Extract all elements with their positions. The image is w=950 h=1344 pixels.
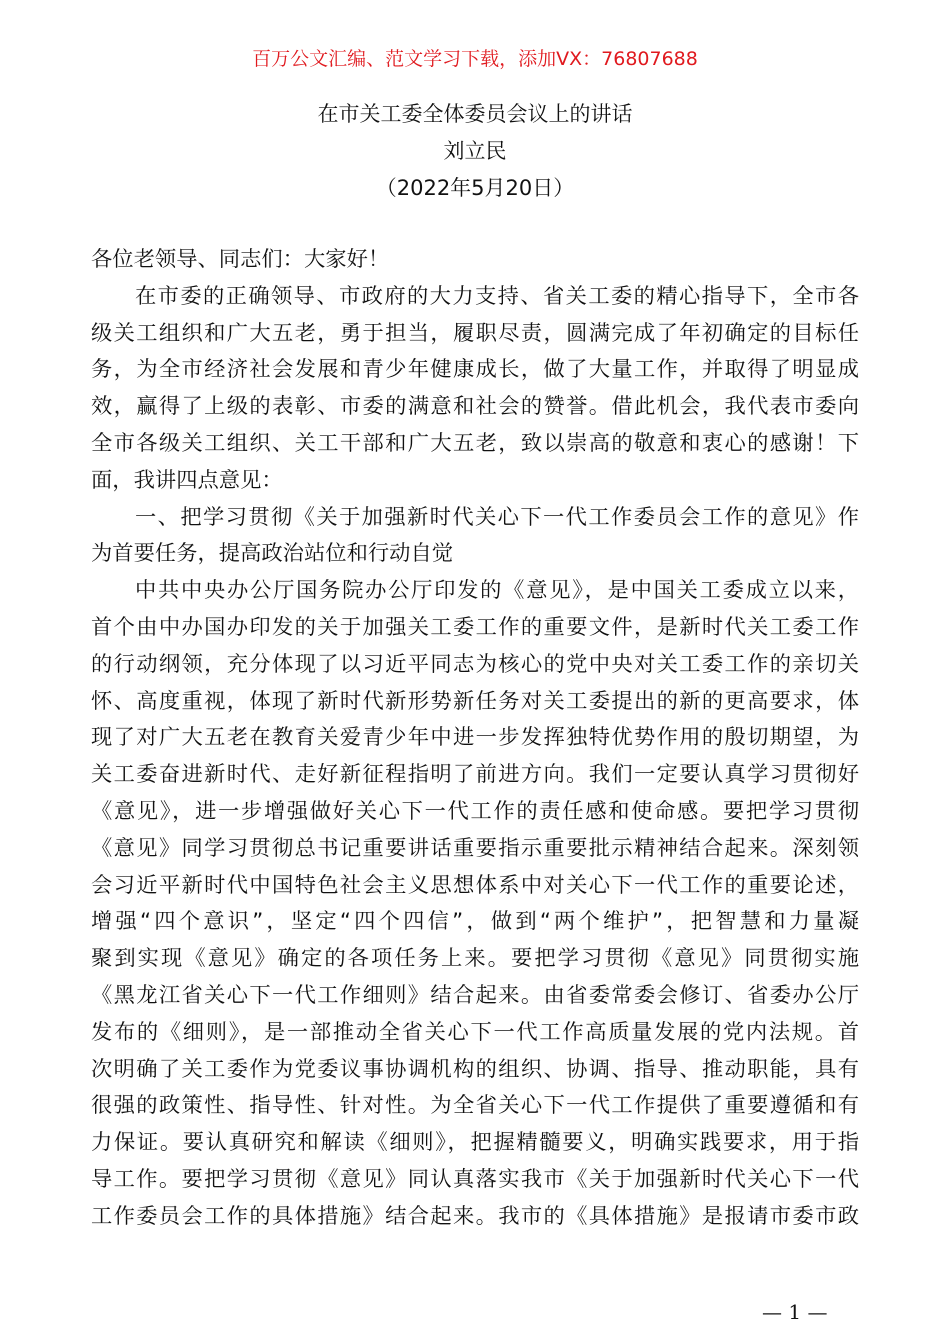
paragraph-line: 各位老领导、同志们：大家好！ <box>91 247 390 272</box>
paragraph-line: 发布的《细则》，是一部推动全省关心下一代工作高质量发展的党内法规。首 <box>91 1019 859 1045</box>
paragraph-line: 《黑龙江省关心下一代工作细则》结合起来。由省委常委会修订、省委办公厅 <box>91 982 859 1008</box>
paragraph-line: 在市委的正确领导、市政府的大力支持、省关工委的精心指导下，全市各 <box>135 283 859 309</box>
paragraph-line: 聚到实现《意见》确定的各项任务上来。要把学习贯彻《意见》同贯彻实施 <box>91 946 859 972</box>
paragraph-line: 很强的政策性、指导性、针对性。为全省关心下一代工作提供了重要遵循和有 <box>91 1093 859 1119</box>
date: （2022年5月20日） <box>375 176 575 200</box>
paragraph-line: 《意见》，进一步增强做好关心下一代工作的责任感和使命感。要把学习贯彻 <box>91 798 859 824</box>
page-number: — 1 — <box>762 1300 828 1324</box>
paragraph-line: 会习近平新时代中国特色社会主义思想体系中对关心下一代工作的重要论述， <box>91 872 859 898</box>
paragraph-line: 面，我讲四点意见： <box>91 467 283 493</box>
paragraph-line: 效，赢得了上级的表彰、市委的满意和社会的赞誉。借此机会，我代表市委向 <box>91 394 859 420</box>
paragraph-line: 全市各级关工组织、关工干部和广大五老，致以崇高的敬意和衷心的感谢！下 <box>91 430 859 456</box>
paragraph-line: 首个由中办国办印发的关于加强关工委工作的重要文件，是新时代关工委工作 <box>91 614 859 640</box>
author: 刘立民 <box>443 139 507 163</box>
paragraph-line: 的行动纲领，充分体现了以习近平同志为核心的党中央对关工委工作的亲切关 <box>91 651 859 677</box>
section-heading-line: 一、把学习贯彻《关于加强新时代关心下一代工作委员会工作的意见》作 <box>135 504 859 530</box>
paragraph-line: 怀、高度重视，体现了新时代新形势新任务对关工委提出的新的更高要求，体 <box>91 688 859 714</box>
paragraph-line: 导工作。要把学习贯彻《意见》同认真落实我市《关于加强新时代关心下一代 <box>91 1166 859 1192</box>
paragraph-line: 级关工组织和广大五老，勇于担当，履职尽责，圆满完成了年初确定的目标任 <box>91 320 859 346</box>
section-heading-line: 为首要任务，提高政治站位和行动自觉 <box>91 541 454 567</box>
document-body <box>91 242 859 1236</box>
paragraph-line: 工作委员会工作的具体措施》结合起来。我市的《具体措施》是报请市委市政 <box>91 1203 859 1229</box>
paragraph-line: 中共中央办公厅国务院办公厅印发的《意见》，是中国关工委成立以来， <box>135 578 859 604</box>
paragraph-line: 现了对广大五老在教育关爱青少年中进一步发挥独特优势作用的殷切期望，为 <box>91 725 859 751</box>
document-title: 在市关工委全体委员会议上的讲话 <box>317 102 633 126</box>
paragraph-line: 力保证。要认真研究和解读《细则》，把握精髓要义，明确实践要求，用于指 <box>91 1130 859 1156</box>
paragraph-line: 《意见》同学习贯彻总书记重要讲话重要指示重要批示精神结合起来。深刻领 <box>91 835 859 861</box>
paragraph-line: 次明确了关工委作为党委议事协调机构的组织、协调、指导、推动职能，具有 <box>91 1056 859 1082</box>
watermark-header: 百万公文汇编、范文学习下载，添加VX：76807688 <box>252 48 698 70</box>
paragraph-line: 关工委奋进新时代、走好新征程指明了前进方向。我们一定要认真学习贯彻好 <box>91 762 859 788</box>
paragraph-line: 增强“四个意识”，坚定“四个四信”，做到“两个维护”，把智慧和力量凝 <box>91 909 859 935</box>
paragraph-line: 务，为全市经济社会发展和青少年健康成长，做了大量工作，并取得了明显成 <box>91 357 859 383</box>
